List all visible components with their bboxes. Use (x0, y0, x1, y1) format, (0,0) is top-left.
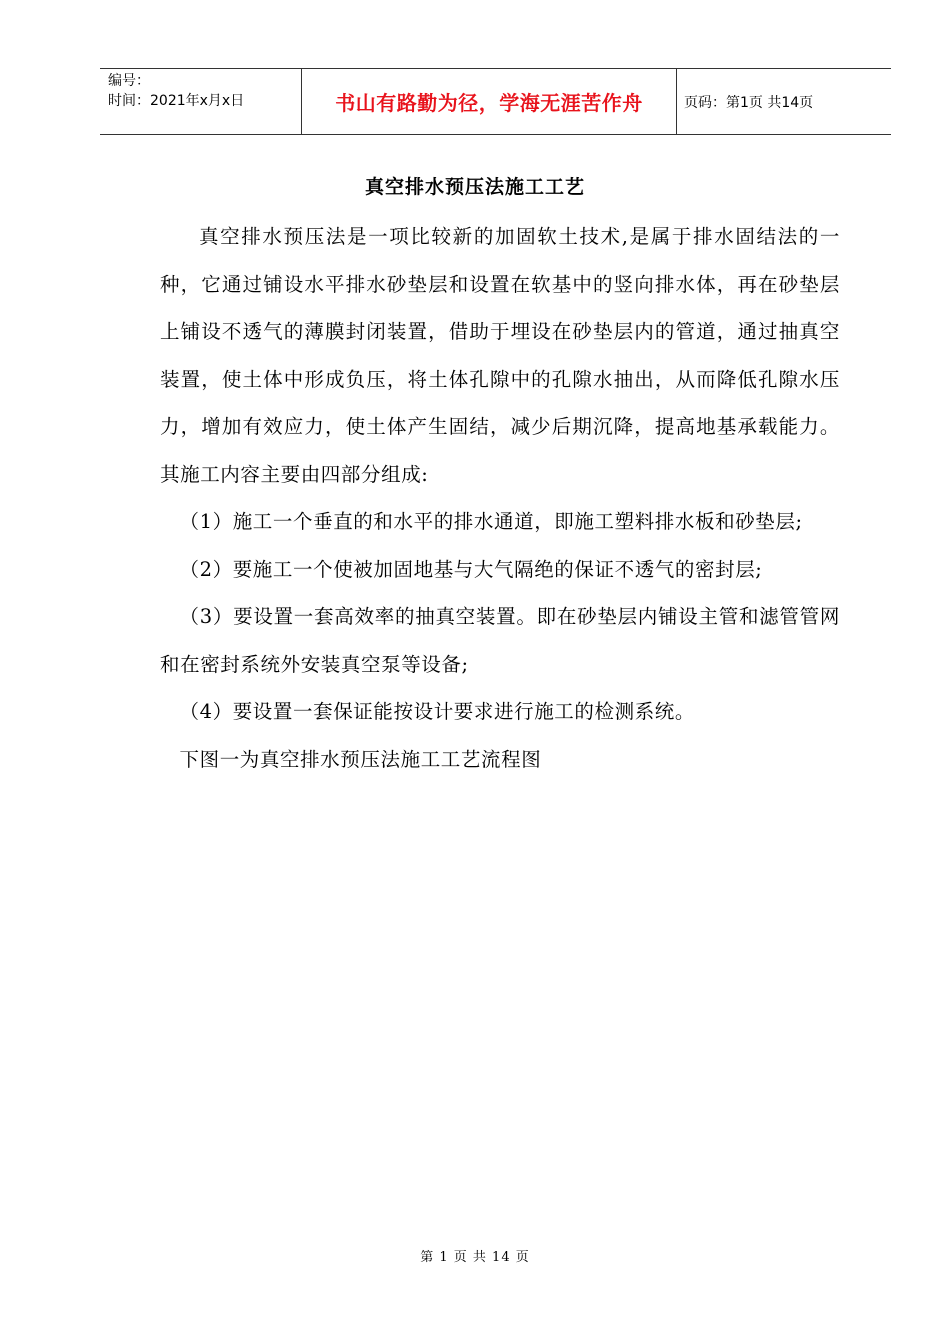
header-meta-cell (100, 69, 302, 134)
header-page-info: 页码：第1页 共14页 (684, 94, 814, 111)
header-number-label: 编号： (108, 73, 150, 89)
page-header (100, 68, 891, 135)
list-item: （3）要设置一套高效率的抽真空装置。即在砂垫层内铺设主管和滤管管网和在密封系统外安装真空泵等设备; (160, 605, 840, 676)
page-footer: 第 1 页 共 14 页 (420, 1250, 530, 1265)
list-item: （1）施工一个垂直的和水平的排水通道，即施工塑料排水板和砂垫层; (179, 510, 803, 533)
document-title: 真空排水预压法施工工艺 (364, 176, 585, 198)
header-page-cell (677, 69, 891, 134)
figure-caption-text: 下图一为真空排水预压法施工工艺流程图 (179, 747, 542, 771)
header-motto: 书山有路勤为径，学海无涯苦作舟 (335, 91, 643, 115)
document-body (160, 213, 840, 783)
header-date: 时间：2021年x月x日 (108, 93, 245, 109)
header-motto-cell (302, 69, 677, 134)
list-item: （4）要设置一套保证能按设计要求进行施工的检测系统。 (179, 700, 696, 723)
list-item: （2）要施工一个使被加固地基与大气隔绝的保证不透气的密封层; (179, 557, 763, 581)
intro-paragraph: 真空排水预压法是一项比较新的加固软土技术,是属于排水固结法的一种，它通过铺设水平排水砂垫层和设置在软基中的竖向排水体，再在砂垫层上铺设不透气的薄膜封闭装置，借助于埋设在砂垫层内的管道，通过抽真空装置，使土体中形成负压，将土体孔隙中的孔隙水抽出，从而降低孔隙水压力，增加有效应力，使土体产生固结，减少后期沉降，提高地基承载能力。其施工内容主要由四部分组成: (160, 225, 840, 486)
